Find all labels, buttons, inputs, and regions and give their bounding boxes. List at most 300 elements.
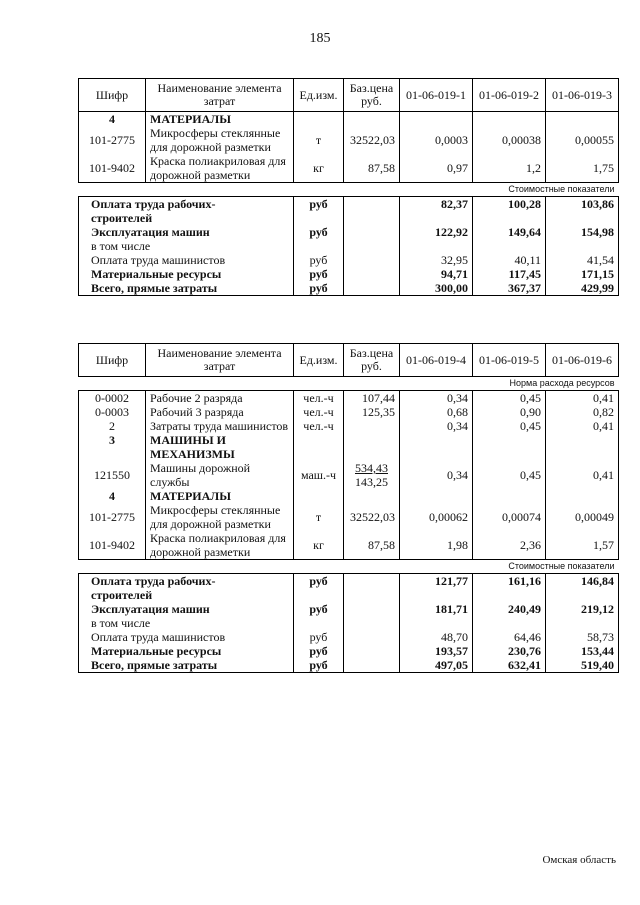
cost-value-3-text: 154,98	[581, 225, 614, 239]
row-value-1	[400, 419, 473, 433]
cost-value-3	[546, 602, 619, 630]
cost-value-2-text: 64,46	[514, 630, 541, 644]
cost-price	[344, 197, 400, 226]
header-norm-6: 01-06-019-6	[546, 344, 619, 377]
resource-table-2	[78, 343, 619, 673]
row-name-text: Микросферы стеклянные для дорожной разметки	[150, 503, 281, 531]
row-price	[344, 154, 400, 183]
cost-value-3-text: 103,86	[581, 197, 614, 211]
row-name	[146, 531, 294, 560]
row-unit-text: т	[315, 510, 322, 524]
cost-value-2-text: 149,64	[508, 225, 541, 239]
cost-value-1	[400, 644, 473, 658]
table-row	[79, 503, 619, 531]
cost-name	[79, 253, 294, 267]
row-name	[146, 503, 294, 531]
cost-value-3	[546, 267, 619, 281]
cost-value-1-text: 94,71	[441, 267, 468, 281]
cost-value-1	[400, 267, 473, 281]
row-value-3-text: 1,57	[593, 538, 614, 552]
norm-band-label: Норма расхода ресурсов	[509, 378, 615, 388]
row-value-3	[546, 489, 619, 503]
table-row	[79, 391, 619, 406]
table-row	[79, 433, 619, 461]
row-value-2-text: 0,00038	[502, 133, 541, 147]
row-value-1-text: 0,97	[447, 161, 468, 175]
cost-unit	[294, 574, 344, 603]
row-value-1	[400, 433, 473, 461]
header-code: Шифр	[79, 344, 146, 377]
cost-price	[344, 253, 400, 267]
row-value-3	[546, 531, 619, 560]
row-unit	[294, 126, 344, 154]
cost-name	[79, 267, 294, 281]
row-price-alt: 143,25	[355, 475, 388, 489]
cost-value-1	[400, 602, 473, 630]
cost-value-3	[546, 644, 619, 658]
cost-name-text: Всего, прямые затраты	[91, 281, 218, 295]
row-value-2	[473, 503, 546, 531]
row-value-2	[473, 126, 546, 154]
cost-value-2	[473, 225, 546, 253]
row-value-2-text: 0,45	[520, 468, 541, 482]
header-norm-4: 01-06-019-4	[400, 344, 473, 377]
cost-row	[79, 267, 619, 281]
cost-value-3	[546, 253, 619, 267]
cost-price	[344, 225, 400, 253]
row-code-text: 3	[109, 433, 115, 447]
cost-value-1-text: 48,70	[441, 630, 468, 644]
cost-value-2	[473, 281, 546, 296]
cost-value-2-text: 40,11	[514, 253, 541, 267]
cost-row	[79, 644, 619, 658]
row-name-text: МАШИНЫ И МЕХАНИЗМЫ	[150, 433, 235, 461]
cost-band-row	[79, 560, 619, 574]
row-unit-text: чел.-ч	[303, 419, 334, 433]
row-unit	[294, 154, 344, 183]
cost-rows	[79, 574, 619, 673]
row-value-1	[400, 112, 473, 127]
cost-unit	[294, 281, 344, 296]
cost-row	[79, 225, 619, 253]
header-name: Наименование элемента затрат	[146, 344, 294, 377]
row-value-2	[473, 531, 546, 560]
cost-price	[344, 658, 400, 673]
cost-value-2	[473, 197, 546, 226]
cost-value-1	[400, 225, 473, 253]
cost-unit-text: руб	[309, 197, 328, 211]
row-code-text: 101-9402	[89, 161, 135, 175]
row-value-1	[400, 405, 473, 419]
row-value-1	[400, 531, 473, 560]
norm-band-row	[79, 377, 619, 391]
cost-value-2-text: 230,76	[508, 644, 541, 658]
cost-value-3-text: 519,40	[581, 658, 614, 672]
cost-value-1-text: 122,92	[435, 225, 468, 239]
cost-unit	[294, 225, 344, 253]
cost-value-2-text: 161,16	[508, 574, 541, 588]
cost-price	[344, 281, 400, 296]
row-value-3-text: 0,82	[593, 405, 614, 419]
row-code	[79, 391, 146, 406]
row-code-text: 101-2775	[89, 510, 135, 524]
cost-value-2-text: 632,41	[508, 658, 541, 672]
row-value-1-text: 0,68	[447, 405, 468, 419]
table-row	[79, 419, 619, 433]
row-price	[344, 489, 400, 503]
page-number: 185	[309, 31, 331, 46]
row-value-2-text: 0,90	[520, 405, 541, 419]
row-name-text: Краска полиакриловая для дорожной разметки	[150, 531, 286, 559]
row-code-text: 121550	[94, 468, 130, 482]
cost-value-1-text: 82,37	[441, 197, 468, 211]
cost-value-1	[400, 574, 473, 603]
row-value-3-text: 0,41	[593, 419, 614, 433]
cost-name	[79, 197, 294, 226]
row-name	[146, 461, 294, 489]
row-value-1-text: 1,98	[447, 538, 468, 552]
cost-value-3	[546, 197, 619, 226]
cost-value-3	[546, 574, 619, 603]
cost-name-text: Эксплуатация машин	[91, 602, 210, 616]
header-norm-5: 01-06-019-5	[473, 344, 546, 377]
row-unit	[294, 405, 344, 419]
header-code: Шифр	[79, 79, 146, 112]
cost-value-2	[473, 658, 546, 673]
cost-unit	[294, 658, 344, 673]
cost-value-1	[400, 197, 473, 226]
row-unit	[294, 391, 344, 406]
table-row	[79, 154, 619, 183]
row-value-1	[400, 391, 473, 406]
row-name	[146, 112, 294, 127]
row-price-text: 107,44	[362, 391, 395, 405]
header-unit: Ед.изм.	[294, 344, 344, 377]
row-code-text: 0-0002	[95, 391, 129, 405]
cost-name	[79, 574, 294, 603]
row-value-2-text: 0,45	[520, 391, 541, 405]
cost-unit-text: руб	[309, 574, 328, 588]
cost-unit	[294, 630, 344, 644]
cost-name-text: Оплата труда рабочих-строителей	[91, 197, 216, 225]
row-unit	[294, 433, 344, 461]
row-name-text: Машины дорожной службы	[150, 461, 251, 489]
row-unit	[294, 531, 344, 560]
row-price	[344, 461, 400, 489]
row-value-3	[546, 112, 619, 127]
row-price	[344, 433, 400, 461]
row-code	[79, 461, 146, 489]
cost-value-3-text: 219,12	[581, 602, 614, 616]
header-price: Баз.цена руб.	[344, 344, 400, 377]
header-price: Баз.цена руб.	[344, 79, 400, 112]
row-value-2	[473, 433, 546, 461]
cost-name-text: Оплата труда машинистов	[91, 630, 226, 644]
row-price-text: 32522,03	[350, 133, 395, 147]
cost-row	[79, 574, 619, 603]
cost-name	[79, 602, 294, 630]
row-code-text: 2	[109, 419, 115, 433]
cost-name-text: Материальные ресурсы	[91, 644, 222, 658]
header-name: Наименование элемента затрат	[146, 79, 294, 112]
cost-name-text: Материальные ресурсы	[91, 267, 222, 281]
row-name	[146, 154, 294, 183]
cost-value-1-text: 497,05	[435, 658, 468, 672]
row-value-2-text: 1,2	[526, 161, 541, 175]
row-price-text: 87,58	[368, 161, 395, 175]
cost-row	[79, 630, 619, 644]
row-value-3-text: 0,41	[593, 468, 614, 482]
row-unit	[294, 419, 344, 433]
cost-unit	[294, 644, 344, 658]
row-code	[79, 433, 146, 461]
resource-table-1	[78, 78, 619, 296]
cost-unit	[294, 602, 344, 630]
cost-name	[79, 281, 294, 296]
row-code	[79, 503, 146, 531]
row-name-text: МАТЕРИАЛЫ	[150, 112, 231, 126]
cost-unit	[294, 267, 344, 281]
cost-value-1-text: 32,95	[441, 253, 468, 267]
cost-band-label: Стоимостные показатели	[508, 184, 615, 194]
row-unit-text: кг	[313, 161, 324, 175]
cost-unit-text: руб	[309, 630, 328, 644]
row-code-text: 0-0003	[95, 405, 129, 419]
cost-value-3-text: 153,44	[581, 644, 614, 658]
row-code	[79, 126, 146, 154]
row-name	[146, 391, 294, 406]
cost-value-2-text: 240,49	[508, 602, 541, 616]
row-value-3-text: 0,00055	[575, 133, 614, 147]
cost-band-row	[79, 183, 619, 197]
row-name-text: МАТЕРИАЛЫ	[150, 489, 231, 503]
cost-value-3-text: 146,84	[581, 574, 614, 588]
cost-price	[344, 574, 400, 603]
row-price	[344, 405, 400, 419]
row-value-1-text: 0,0003	[435, 133, 468, 147]
row-value-1	[400, 503, 473, 531]
cost-value-2	[473, 267, 546, 281]
row-value-1	[400, 489, 473, 503]
row-code	[79, 419, 146, 433]
cost-price	[344, 267, 400, 281]
row-price-text: 534,43	[355, 461, 388, 475]
table-row	[79, 461, 619, 489]
cost-name	[79, 644, 294, 658]
cost-value-3-text: 429,99	[581, 281, 614, 295]
cost-value-1	[400, 253, 473, 267]
cost-value-1	[400, 281, 473, 296]
cost-value-3-text: 171,15	[581, 267, 614, 281]
row-value-3	[546, 503, 619, 531]
cost-band-label: Стоимостные показатели	[508, 561, 615, 571]
cost-name	[79, 658, 294, 673]
cost-name-text: Эксплуатация машин	[91, 225, 210, 239]
row-value-1	[400, 461, 473, 489]
cost-value-2	[473, 630, 546, 644]
cost-subtitle: в том числе	[91, 239, 151, 253]
row-value-2-text: 0,45	[520, 419, 541, 433]
cost-value-2-text: 100,28	[508, 197, 541, 211]
row-code	[79, 531, 146, 560]
row-price	[344, 126, 400, 154]
row-name	[146, 489, 294, 503]
row-unit	[294, 112, 344, 127]
region-footer: Омская область	[542, 854, 616, 866]
cost-row	[79, 253, 619, 267]
cost-price	[344, 630, 400, 644]
row-code	[79, 154, 146, 183]
row-value-1-text: 0,34	[447, 391, 468, 405]
row-value-2	[473, 154, 546, 183]
row-unit-text: чел.-ч	[303, 391, 334, 405]
cost-value-1-text: 121,77	[435, 574, 468, 588]
cost-price	[344, 602, 400, 630]
row-value-3	[546, 461, 619, 489]
cost-value-1-text: 181,71	[435, 602, 468, 616]
row-name	[146, 405, 294, 419]
row-code-text: 4	[109, 112, 115, 126]
header-unit: Ед.изм.	[294, 79, 344, 112]
cost-value-2	[473, 574, 546, 603]
cost-value-3-text: 58,73	[587, 630, 614, 644]
cost-value-2	[473, 253, 546, 267]
row-value-1	[400, 126, 473, 154]
row-price-text: 87,58	[368, 538, 395, 552]
row-value-1-text: 0,34	[447, 419, 468, 433]
cost-name-text: Оплата труда машинистов	[91, 253, 226, 267]
cost-row	[79, 658, 619, 673]
resource-rows	[79, 112, 619, 183]
cost-unit-text: руб	[309, 267, 328, 281]
row-value-3-text: 1,75	[593, 161, 614, 175]
cost-value-3-text: 41,54	[587, 253, 614, 267]
cost-unit-text: руб	[309, 253, 328, 267]
cost-subtitle: в том числе	[91, 616, 151, 630]
row-value-2	[473, 489, 546, 503]
cost-name	[79, 630, 294, 644]
row-name	[146, 419, 294, 433]
cost-value-3	[546, 225, 619, 253]
row-name-text: Рабочий 3 разряда	[150, 405, 244, 419]
cost-value-2	[473, 644, 546, 658]
cost-value-2	[473, 602, 546, 630]
row-value-1-text: 0,00062	[429, 510, 468, 524]
cost-row	[79, 602, 619, 630]
row-value-3	[546, 154, 619, 183]
cost-value-1	[400, 630, 473, 644]
cost-value-2-text: 367,37	[508, 281, 541, 295]
row-value-2	[473, 112, 546, 127]
cost-unit-text: руб	[309, 281, 328, 295]
row-value-2	[473, 461, 546, 489]
row-unit	[294, 461, 344, 489]
cost-value-2-text: 117,45	[508, 267, 541, 281]
row-price	[344, 531, 400, 560]
row-name-text: Микросферы стеклянные для дорожной разметки	[150, 126, 281, 154]
cost-row	[79, 281, 619, 296]
cost-unit	[294, 253, 344, 267]
row-unit-text: чел.-ч	[303, 405, 334, 419]
cost-value-1	[400, 658, 473, 673]
row-price	[344, 112, 400, 127]
row-name	[146, 433, 294, 461]
cost-rows	[79, 197, 619, 296]
row-name-text: Затраты труда машинистов	[150, 419, 289, 433]
cost-value-3	[546, 281, 619, 296]
row-value-3	[546, 391, 619, 406]
row-price	[344, 419, 400, 433]
row-value-3	[546, 126, 619, 154]
row-price-text: 32522,03	[350, 510, 395, 524]
header-norm-3: 01-06-019-3	[546, 79, 619, 112]
row-price	[344, 503, 400, 531]
row-unit-text: т	[315, 133, 322, 147]
header-norm-2: 01-06-019-2	[473, 79, 546, 112]
row-value-3-text: 0,41	[593, 391, 614, 405]
row-unit	[294, 489, 344, 503]
row-code-text: 4	[109, 489, 115, 503]
cost-value-3	[546, 658, 619, 673]
table-row	[79, 126, 619, 154]
row-value-2	[473, 405, 546, 419]
row-value-3-text: 0,00049	[575, 510, 614, 524]
table-header-row	[79, 79, 619, 112]
row-code	[79, 405, 146, 419]
row-value-3	[546, 419, 619, 433]
cost-unit-text: руб	[309, 658, 328, 672]
row-unit-text: маш.-ч	[300, 468, 337, 482]
cost-name-text: Всего, прямые затраты	[91, 658, 218, 672]
row-price	[344, 391, 400, 406]
cost-value-1-text: 193,57	[435, 644, 468, 658]
row-value-2	[473, 419, 546, 433]
cost-unit-text: руб	[309, 644, 328, 658]
table-row	[79, 531, 619, 560]
row-name-text: Краска полиакриловая для дорожной разметки	[150, 154, 286, 182]
row-value-1	[400, 154, 473, 183]
cost-unit	[294, 197, 344, 226]
row-value-3	[546, 433, 619, 461]
row-value-2-text: 2,36	[520, 538, 541, 552]
row-value-2	[473, 391, 546, 406]
table-row	[79, 489, 619, 503]
cost-value-1-text: 300,00	[435, 281, 468, 295]
row-name	[146, 126, 294, 154]
row-value-3	[546, 405, 619, 419]
row-value-1-text: 0,34	[447, 468, 468, 482]
row-price-text: 125,35	[362, 405, 395, 419]
table-row	[79, 112, 619, 127]
row-code	[79, 112, 146, 127]
cost-name-text: Оплата труда рабочих-строителей	[91, 574, 216, 602]
cost-unit-text: руб	[309, 225, 328, 239]
row-code	[79, 489, 146, 503]
row-code-text: 101-2775	[89, 133, 135, 147]
row-value-2-text: 0,00074	[502, 510, 541, 524]
table-row	[79, 405, 619, 419]
cost-unit-text: руб	[309, 602, 328, 616]
cost-value-3	[546, 630, 619, 644]
row-name-text: Рабочие 2 разряда	[150, 391, 243, 405]
resource-rows	[79, 391, 619, 560]
row-unit	[294, 503, 344, 531]
cost-price	[344, 644, 400, 658]
row-unit-text: кг	[313, 538, 324, 552]
table-header-row	[79, 344, 619, 377]
row-code-text: 101-9402	[89, 538, 135, 552]
cost-name	[79, 225, 294, 253]
